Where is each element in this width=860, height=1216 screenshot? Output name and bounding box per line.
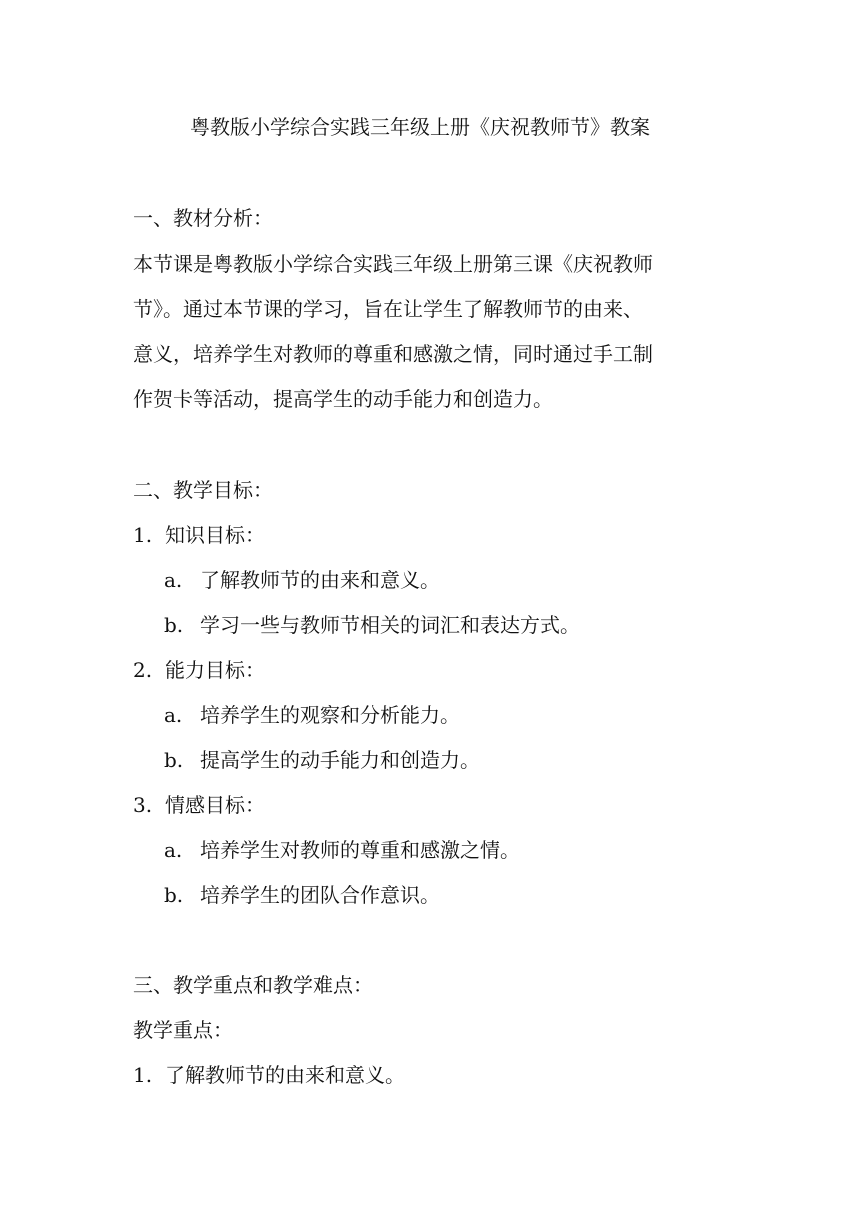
list-item bbox=[164, 566, 440, 594]
list-item bbox=[164, 701, 460, 729]
goal-label: 能力目标： bbox=[165, 658, 265, 682]
paragraph-line: 意义，培养学生对教师的尊重和感激之情，同时通过手工制 bbox=[133, 342, 653, 366]
paragraph-line: 作贺卡等活动，提高学生的动手能力和创造力。 bbox=[133, 387, 553, 411]
list-item-text: 了解教师节的由来和意义。 bbox=[165, 1063, 405, 1087]
list-item bbox=[164, 746, 480, 774]
paragraph-line: 本节课是粤教版小学综合实践三年级上册第三课《庆祝教师 bbox=[133, 252, 653, 276]
list-item bbox=[164, 836, 520, 864]
list-number: 2. bbox=[133, 658, 153, 682]
goal-label: 知识目标： bbox=[165, 523, 265, 547]
list-letter: a. bbox=[164, 703, 183, 727]
list-letter: b. bbox=[164, 613, 184, 637]
paragraph-line: 节》。通过本节课的学习，旨在让学生了解教师节的由来、 bbox=[133, 297, 643, 321]
goal-item-ability bbox=[133, 656, 265, 684]
list-item-text: 培养学生的团队合作意识。 bbox=[200, 883, 440, 907]
list-item bbox=[164, 881, 440, 909]
list-item bbox=[164, 611, 580, 639]
list-letter: b. bbox=[164, 883, 184, 907]
list-letter: a. bbox=[164, 568, 183, 592]
list-letter: a. bbox=[164, 838, 183, 862]
goal-label: 情感目标： bbox=[165, 793, 265, 817]
list-number: 1. bbox=[133, 523, 153, 547]
list-item-text: 了解教师节的由来和意义。 bbox=[200, 568, 440, 592]
document-title: 粤教版小学综合实践三年级上册《庆祝教师节》教案 bbox=[190, 115, 650, 139]
list-item bbox=[133, 1061, 405, 1089]
list-item-text: 提高学生的动手能力和创造力。 bbox=[200, 748, 480, 772]
list-number: 3. bbox=[133, 793, 153, 817]
list-number: 1. bbox=[133, 1063, 153, 1087]
list-item-text: 培养学生对教师的尊重和感激之情。 bbox=[200, 838, 520, 862]
section-heading-key-points: 三、教学重点和教学难点： bbox=[133, 973, 373, 997]
goal-item-knowledge bbox=[133, 521, 265, 549]
section-heading-teaching-goals: 二、教学目标： bbox=[133, 478, 273, 502]
list-letter: b. bbox=[164, 748, 184, 772]
subheading-key-points: 教学重点： bbox=[133, 1018, 233, 1042]
goal-item-emotion bbox=[133, 791, 265, 819]
section-heading-textbook-analysis: 一、教材分析： bbox=[133, 206, 273, 230]
list-item-text: 学习一些与教师节相关的词汇和表达方式。 bbox=[200, 613, 580, 637]
list-item-text: 培养学生的观察和分析能力。 bbox=[200, 703, 460, 727]
